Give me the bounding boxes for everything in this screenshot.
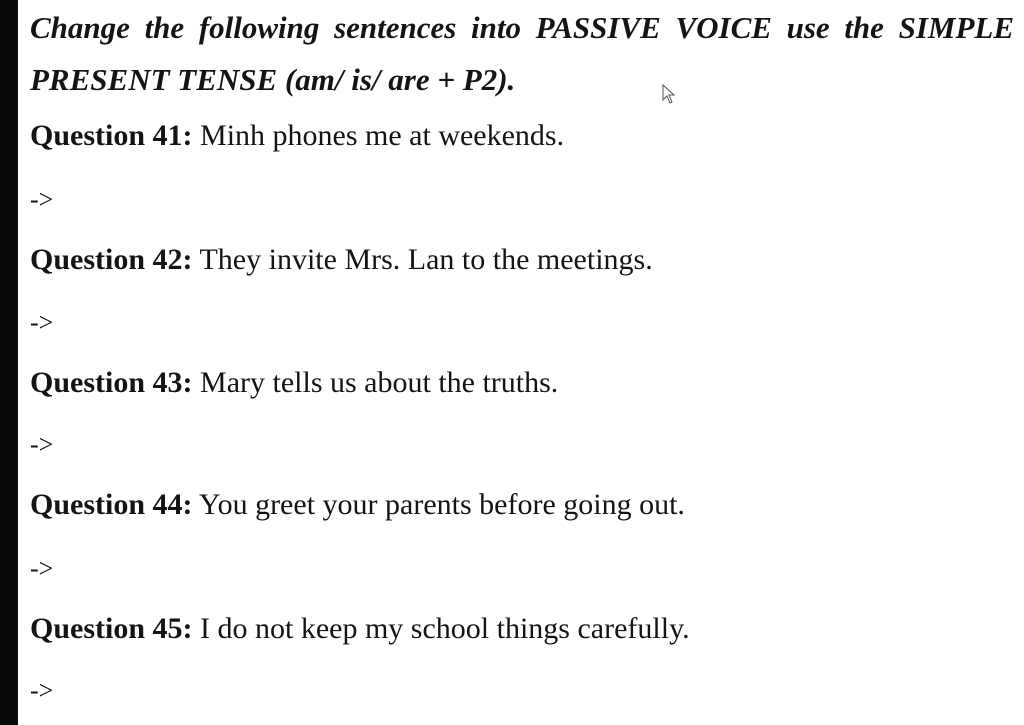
question-label: Question 41: [30, 119, 193, 152]
question-sentence: Mary tells us about the truths. [200, 366, 559, 399]
question-45 [30, 611, 1014, 647]
question-sentence: Minh phones me at weekends. [200, 119, 565, 152]
answer-arrow-43: -> [30, 430, 54, 459]
question-label: Question 44: [30, 488, 193, 521]
left-border-bar [0, 0, 18, 725]
instructions-text: Change the following sentences into PASSIVE VOICE use the SIMPLE PRESENT TENSE (am/ is/ are + P2). [30, 10, 1014, 97]
mouse-cursor-icon [662, 84, 676, 104]
answer-arrow-44: -> [30, 554, 54, 583]
question-43 [30, 365, 1014, 401]
answer-arrow-45: -> [30, 676, 54, 705]
question-sentence: I do not keep my school things carefully. [200, 612, 690, 645]
question-41 [30, 118, 1014, 154]
question-label: Question 45: [30, 612, 193, 645]
question-sentence: They invite Mrs. Lan to the meetings. [199, 243, 653, 276]
question-label: Question 43: [30, 366, 193, 399]
answer-arrow-42: -> [30, 308, 54, 337]
answer-arrow-41: -> [30, 185, 54, 214]
question-sentence: You greet your parents before going out. [198, 488, 685, 521]
question-44 [30, 487, 1014, 523]
question-42 [30, 242, 1014, 278]
question-label: Question 42: [30, 243, 193, 276]
